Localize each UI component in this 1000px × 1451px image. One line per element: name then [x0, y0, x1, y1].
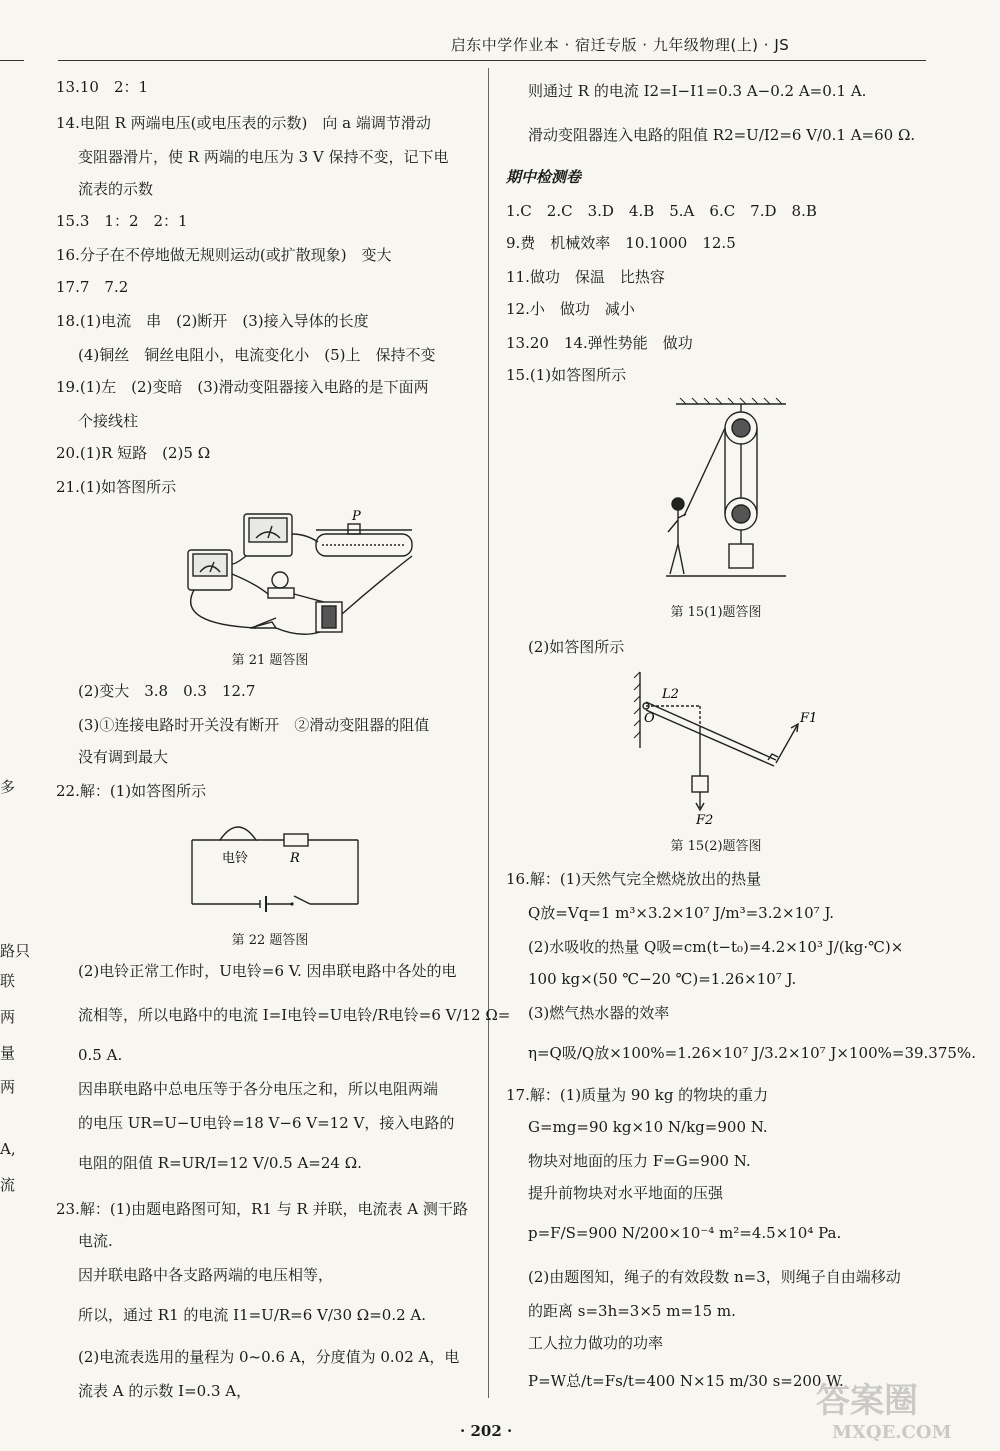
answer-line: 因并联电路中各支路两端的电压相等， [78, 1266, 334, 1284]
answer-line: (2)变大 3.8 0.3 12.7 [78, 682, 256, 700]
answer-line: 13.20 14.弹性势能 做功 [506, 334, 693, 352]
section-title: 期中检测卷 [506, 168, 582, 186]
answer-line: 12.小 做功 减小 [506, 300, 635, 318]
f1-label: F1 [800, 711, 818, 726]
answer-line: 17.7 7.2 [56, 278, 129, 296]
answer-line: 16.分子在不停地做无规则运动(或扩散现象) 变大 [56, 246, 392, 264]
answer-line: 提升前物块对水平地面的压强 [528, 1184, 724, 1202]
answer-line: (2)电流表选用的量程为 0~0.6 A，分度值为 0.02 A，电 [78, 1348, 460, 1366]
column-divider [488, 68, 489, 1398]
answer-line: (2)电铃正常工作时，U电铃=6 V. 因串联电路中各处的电 [78, 962, 457, 980]
figure-15-2-lever [626, 668, 826, 828]
margin-text: 多 [0, 778, 16, 796]
margin-text: 两 [0, 1078, 16, 1096]
answer-line: 0.5 A. [78, 1046, 123, 1064]
answer-line: 15.(1)如答图所示 [506, 366, 627, 384]
answer-line: (3)①连接电路时开关没有断开 ②滑动变阻器的阻值 [78, 716, 430, 734]
answer-line: 滑动变阻器连入电路的阻值 R2=U/I2=6 V/0.1 A=60 Ω. [528, 126, 916, 144]
figure-21-apparatus [176, 504, 436, 644]
answer-line: (3)燃气热水器的效率 [528, 1004, 670, 1022]
l2-label: L2 [662, 687, 679, 702]
switch-pivot-icon [290, 902, 293, 905]
answer-line: 15.3 1：2 2：1 [56, 212, 188, 230]
bell-label: 电铃 [222, 851, 249, 866]
answer-line: 的电压 UR=U−U电铃=18 V−6 V=12 V，接入电路的 [78, 1114, 455, 1132]
margin-text: 流 [0, 1176, 16, 1194]
answer-line: 电阻的阻值 R=UR/I=12 V/0.5 A=24 Ω. [78, 1154, 362, 1172]
answer-line: 变阻器滑片，使 R 两端的电压为 3 V 保持不变，记下电 [78, 148, 449, 166]
answer-line: (2)水吸收的热量 Q吸=cm(t−t₀)=4.2×10³ J/(kg·℃)× [528, 938, 904, 956]
resistor-label: R [290, 851, 300, 866]
answer-line: 没有调到最大 [78, 748, 169, 766]
answer-line: 16.解：(1)天然气完全燃烧放出的热量 [506, 870, 762, 888]
answer-line: 18.(1)电流 串 (2)断开 (3)接入导体的长度 [56, 312, 369, 330]
answer-line: 因串联电路中总电压等于各分电压之和，所以电阻两端 [78, 1080, 439, 1098]
figure-22-circuit [186, 818, 366, 922]
answer-line: 14.电阻 R 两端电压(或电压表的示数) 向 a 端调节滑动 [56, 114, 431, 132]
header-rule-left [0, 60, 24, 61]
watermark-sub: MXQE.COM [832, 1422, 952, 1443]
answer-line: 工人拉力做功的功率 [528, 1334, 664, 1352]
margin-text: 两 [0, 1008, 16, 1026]
answer-line: 19.(1)左 (2)变暗 (3)滑动变阻器接入电路的是下面两 [56, 378, 429, 396]
answer-line: 的距离 s=3h=3×5 m=15 m. [528, 1302, 736, 1320]
answer-line: 流相等，所以电路中的电流 I=I电铃=U电铃/R电铃=6 V/12 Ω= [78, 1006, 511, 1024]
margin-text: 联 [0, 972, 16, 990]
pivot-label: O [644, 711, 655, 726]
header-rule [58, 60, 926, 61]
answer-line: (4)铜丝 铜丝电阻小，电流变化小 (5)上 保持不变 [78, 346, 436, 364]
figure-21-caption: 第 21 题答图 [231, 653, 309, 668]
answer-line: 22.解：(1)如答图所示 [56, 782, 207, 800]
page-header: 启东中学作业本 · 宿迁专版 · 九年级物理(上) · JS [450, 36, 790, 54]
answer-line: 13.10 2：1 [56, 78, 149, 96]
answer-line: 物块对地面的压力 F=G=900 N. [528, 1152, 751, 1170]
answer-line: 所以，通过 R1 的电流 I1=U/R=6 V/30 Ω=0.2 A. [78, 1306, 427, 1324]
answer-line: 21.(1)如答图所示 [56, 478, 177, 496]
figure-15-1-pulley [646, 394, 796, 594]
answer-line: P=W总/t=Fs/t=400 N×15 m/30 s=200 W. [528, 1372, 844, 1390]
answer-line: 23.解：(1)由题电路图可知，R1 与 R 并联，电流表 A 测干路 [56, 1200, 468, 1218]
margin-text: 路只 [0, 942, 31, 960]
figure-15-1-caption: 第 15(1)题答图 [670, 605, 762, 620]
rheostat-label: P [352, 509, 361, 524]
watermark-logo [812, 1372, 987, 1444]
answer-line: 17.解：(1)质量为 90 kg 的物块的重力 [506, 1086, 769, 1104]
answer-line: p=F/S=900 N/200×10⁻⁴ m²=4.5×10⁴ Pa. [528, 1224, 842, 1242]
answer-line: 1.C 2.C 3.D 4.B 5.A 6.C 7.D 8.B [506, 202, 817, 220]
watermark-text: 答案圈 [816, 1381, 918, 1421]
answer-line: 20.(1)R 短路 (2)5 Ω [56, 444, 211, 462]
answer-line: G=mg=90 kg×10 N/kg=900 N. [528, 1118, 768, 1136]
answer-line: (2)如答图所示 [528, 638, 625, 656]
answer-line: Q放=Vq=1 m³×3.2×10⁷ J/m³=3.2×10⁷ J. [528, 904, 835, 922]
answer-line: 100 kg×(50 ℃−20 ℃)=1.26×10⁷ J. [528, 970, 797, 988]
figure-15-2-caption: 第 15(2)题答图 [670, 839, 762, 854]
answer-line: 11.做功 保温 比热容 [506, 268, 665, 286]
answer-line: 流表的示数 [78, 180, 154, 198]
answer-line: 流表 A 的示数 I=0.3 A， [78, 1382, 252, 1400]
answer-line: 个接线柱 [78, 412, 139, 430]
f2-label: F2 [696, 813, 714, 828]
answer-line: 9.费 机械效率 10.1000 12.5 [506, 234, 736, 252]
answer-line: 电流. [78, 1232, 113, 1250]
answer-line: 则通过 R 的电流 I2=I−I1=0.3 A−0.2 A=0.1 A. [528, 82, 867, 100]
margin-text: 量 [0, 1044, 16, 1062]
margin-text: A, [0, 1140, 16, 1158]
page-number: · 202 · [460, 1422, 513, 1440]
answer-line: (2)由题图知，绳子的有效段数 n=3，则绳子自由端移动 [528, 1268, 901, 1286]
answer-line: η=Q吸/Q放×100%=1.26×10⁷ J/3.2×10⁷ J×100%=39.375%. [528, 1044, 976, 1062]
figure-22-caption: 第 22 题答图 [231, 933, 309, 948]
